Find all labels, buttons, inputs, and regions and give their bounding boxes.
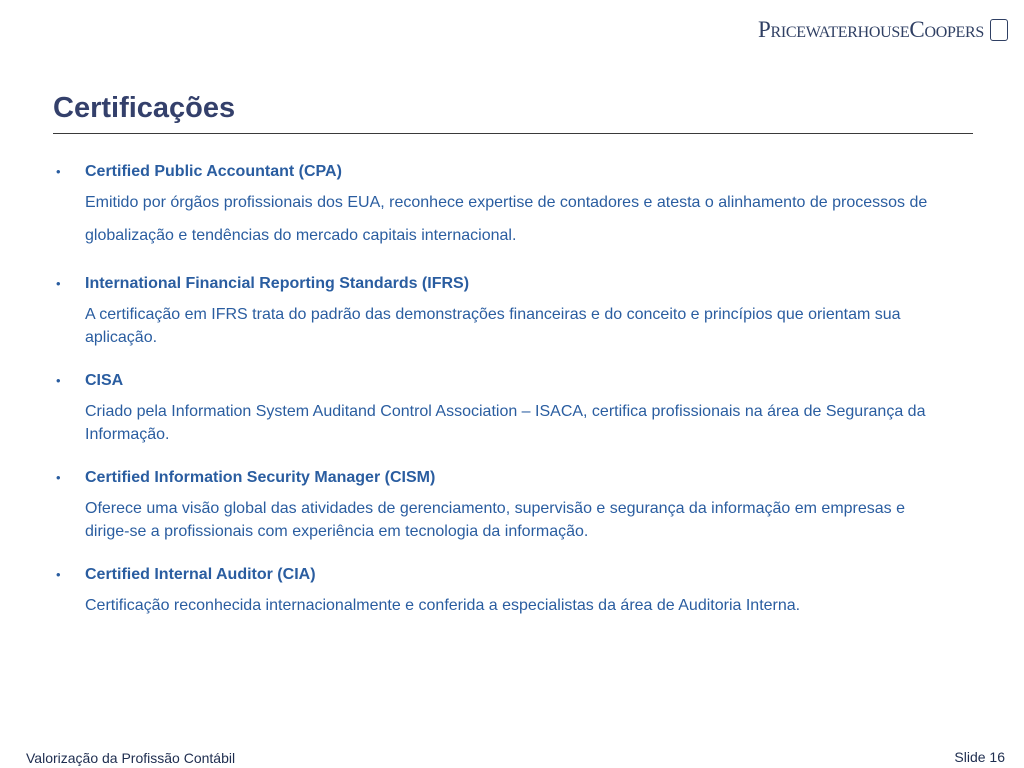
bullet-icon: • xyxy=(56,276,61,291)
list-item-cia xyxy=(56,563,946,617)
list-item-ifrs xyxy=(56,272,946,349)
list-item-cpa xyxy=(56,160,946,252)
bullet-icon: • xyxy=(56,164,61,179)
item-description: Certificação reconhecida internacionalmente e conferida a especialistas da área de Auditoria Interna. xyxy=(85,597,801,614)
bullet-icon: • xyxy=(56,470,61,485)
title-divider xyxy=(53,133,973,134)
item-title: Certified Information Security Manager (CISM) xyxy=(85,469,436,486)
list-item-cisa xyxy=(56,369,946,446)
footer-presentation-title: Valorização da Profissão Contábil xyxy=(26,750,236,766)
item-description: Oferece uma visão global das atividades de gerenciamento, supervisão e segurança da informação em empresas e dirige-se a profissionais com experiência em tecnologia da informação. xyxy=(85,500,906,540)
brand-wordmark: PricewaterhouseCoopers xyxy=(758,17,984,42)
item-description: Criado pela Information System Auditand Control Association – ISACA, certifica profissionais na área de Segurança da Informação. xyxy=(85,403,926,443)
item-description: A certificação em IFRS trata do padrão das demonstrações financeiras e do conceito e princípios que orientam sua aplicação. xyxy=(85,306,901,346)
list-item-cism xyxy=(56,466,946,543)
bullet-icon: • xyxy=(56,567,61,582)
item-description: Emitido por órgãos profissionais dos EUA, reconhece expertise de contadores e atesta o alinhamento de processos de globalização e tendências do mercado capitais internacional. xyxy=(85,194,928,244)
slide-number: Slide 16 xyxy=(954,749,1005,765)
brand-seal-icon xyxy=(990,19,1008,41)
item-title: Certified Public Accountant (CPA) xyxy=(85,163,342,180)
certification-list xyxy=(56,160,946,637)
item-title: Certified Internal Auditor (CIA) xyxy=(85,566,316,583)
item-title: CISA xyxy=(85,372,124,389)
item-title: International Financial Reporting Standards (IFRS) xyxy=(85,275,470,292)
slide-title: Certificações xyxy=(53,92,236,124)
bullet-icon: • xyxy=(56,373,61,388)
brand-logo xyxy=(758,18,1008,41)
